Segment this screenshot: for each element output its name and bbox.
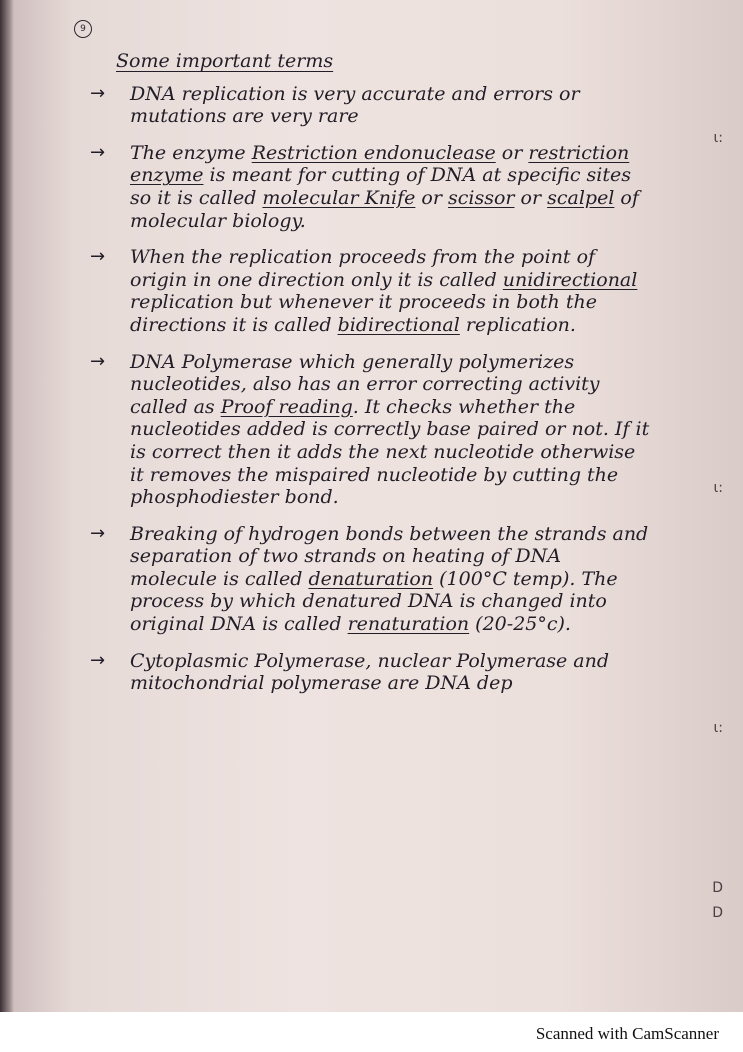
note-text: [130, 523, 651, 636]
note-text-run: or: [415, 186, 448, 209]
handwritten-notes: [86, 50, 651, 709]
underlined-term: restriction enzyme: [130, 141, 630, 187]
note-text-run: The enzyme: [130, 141, 252, 164]
underlined-term: bidirectional: [337, 313, 460, 336]
underlined-term: Proof reading: [220, 395, 353, 418]
note-text-run: of molecular biology.: [130, 186, 639, 232]
note-text-run: replication but whenever it proceeds in both the directions it is called: [130, 291, 597, 336]
note-text-run: or: [495, 141, 529, 164]
note-text-run: Breaking of hydrogen bonds between the strands and separation of two strands on heating of DNA molecule is called: [130, 522, 649, 590]
note-text-run: or: [514, 186, 548, 209]
bullet-arrow-icon: →: [90, 82, 106, 104]
note-paragraph: [86, 351, 651, 509]
note-text: DNA replication is very accurate and errors or mutations are very rare: [130, 82, 580, 128]
bullet-arrow-icon: →: [90, 522, 106, 544]
underlined-term: unidirectional: [502, 268, 638, 291]
note-paragraph: [86, 246, 651, 336]
bullet-arrow-icon: →: [90, 649, 106, 671]
note-paragraph: [86, 142, 651, 232]
notes-list: [86, 83, 651, 695]
margin-mark: ι:: [713, 130, 723, 146]
note-text: [130, 246, 651, 336]
note-text-run: replication.: [459, 313, 576, 336]
underlined-term: scalpel: [547, 186, 615, 209]
note-text: [130, 142, 651, 232]
note-text-run: is meant for cutting of DNA at specific sites so it is called: [130, 164, 631, 209]
underlined-term: scissor: [448, 186, 515, 209]
underlined-term: Restriction endonuclease: [251, 141, 496, 164]
underlined-term: renaturation: [347, 613, 470, 636]
note-text: [130, 351, 651, 509]
page-number: 9: [74, 20, 92, 38]
margin-mark: D: [712, 905, 723, 921]
underlined-term: denaturation: [308, 567, 434, 590]
note-text-run: When the replication proceeds from the point of origin in one direction only it is called: [130, 246, 596, 291]
underlined-term: molecular Knife: [262, 186, 416, 209]
margin-mark: ι:: [713, 720, 723, 736]
note-paragraph: [86, 650, 651, 695]
note-text-run: (20-25°c).: [469, 613, 571, 636]
bullet-arrow-icon: →: [90, 141, 106, 163]
note-text: Cytoplasmic Polymerase, nuclear Polymerase and mitochondrial polymerase are DNA dep: [130, 649, 610, 695]
note-text-run: (100°C temp). The process by which denatured DNA is changed into original DNA is called: [130, 567, 618, 636]
note-paragraph: [86, 83, 651, 128]
note-text-run: DNA Polymerase which generally polymerizes nucleotides, also has an error correcting activity called as: [130, 350, 600, 418]
page-heading: Some important terms: [116, 50, 334, 72]
note-text-run: . It checks whether the nucleotides added is correctly base paired or not. If it is correct then it adds the next nucleotide otherwise it removes the mispaired nucleotide by cutting the phosphodiester bond.: [130, 395, 650, 509]
margin-mark: ι:: [713, 480, 723, 496]
note-paragraph: [86, 523, 651, 636]
scanner-watermark: Scanned with CamScanner: [535, 1024, 719, 1043]
bullet-arrow-icon: →: [90, 246, 106, 268]
bullet-arrow-icon: →: [90, 350, 106, 372]
margin-mark: D: [712, 880, 723, 896]
